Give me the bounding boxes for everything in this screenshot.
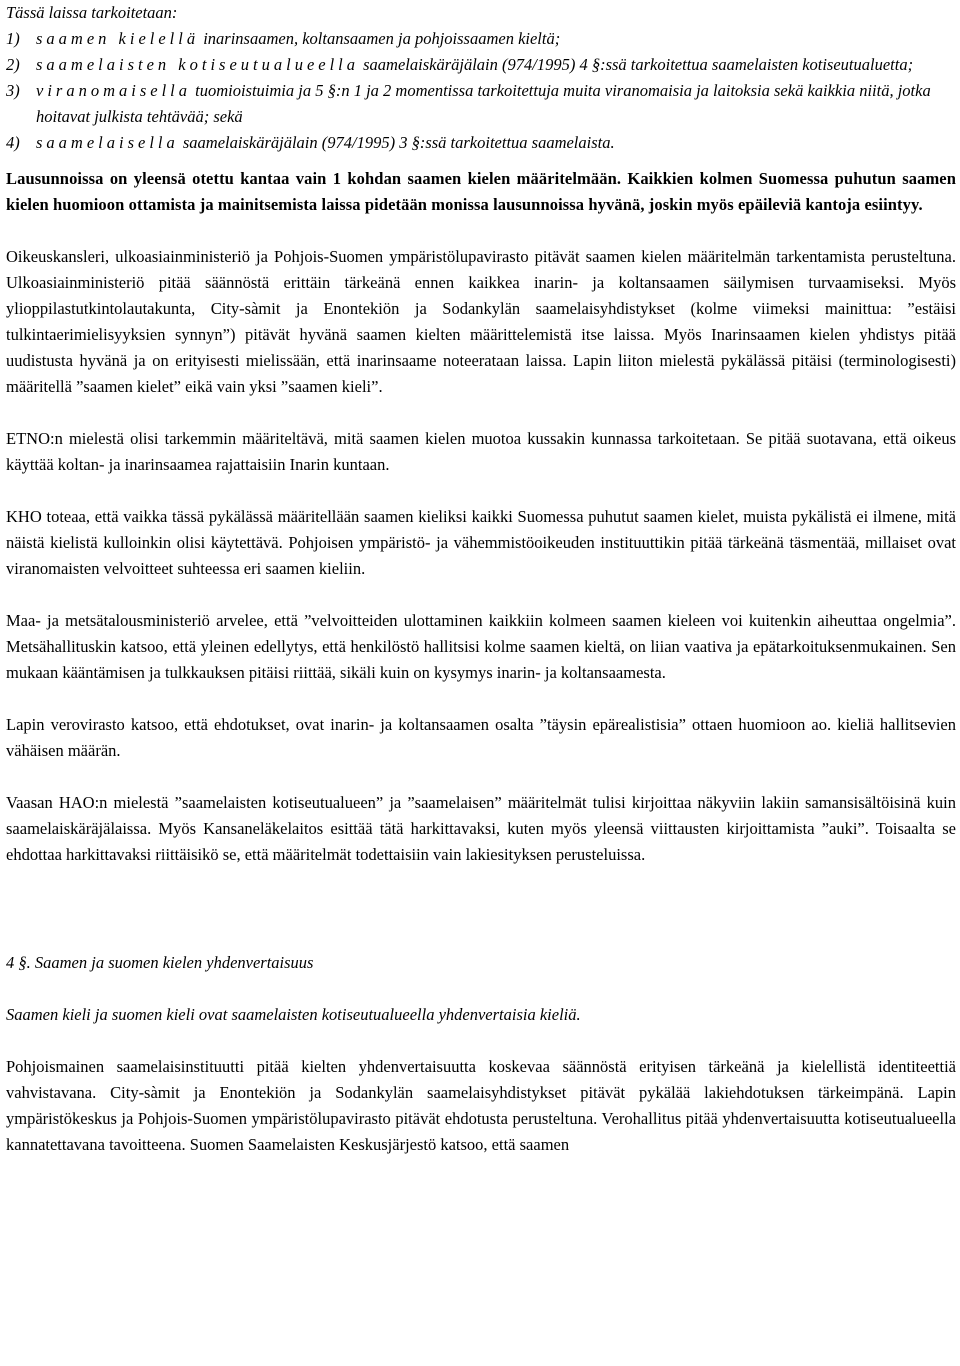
item-number: 2) <box>6 55 20 74</box>
definition-text: saamelaiskäräjälain (974/1995) 4 §:ssä tarkoitettua saamelaisten kotiseutualuetta; <box>359 55 914 74</box>
body-paragraph: Lapin verovirasto katsoo, että ehdotukset, ovat inarin- ja koltansaamen osalta ”täysin epärealistisia” ottaen huomioon ao. kieliä hallitsevien vähäisen määrän. <box>6 715 956 760</box>
definition-list <box>6 26 956 156</box>
body-paragraph: Vaasan HAO:n mielestä ”saamelaisten kotiseutualueen” ja ”saamelaisen” määritelmät tulisi kirjoittaa näkyviin lakiin samansisältöisinä kuin saamelaiskäräjälaissa. Myös Kansaneläkelaitos esittää tätä harkittavaksi, kuten myös yleensä viittausten kirjoittamista ”auki”. Toisaalta se ehdottaa harkittavaksi riittäisikö se, että määritelmät todettaisiin vain lakiesityksen perusteluissa. <box>6 793 956 864</box>
definition-item <box>6 52 956 78</box>
item-number: 1) <box>6 29 20 48</box>
definition-text: inarinsaamen, koltansaamen ja pohjoissaamen kieltä; <box>199 29 561 48</box>
document-page <box>6 0 956 1184</box>
item-number: 3) <box>6 81 20 100</box>
intro-lead: Tässä laissa tarkoitetaan: <box>6 3 178 22</box>
bold-summary-paragraph: Lausunnoissa on yleensä otettu kantaa vain 1 kohdan saamen kielen määritelmään. Kaikkien kolmen Suomessa puhutun saamen kielen huomioon ottamista ja mainitsemista laissa pidetään monissa lausunnoissa hyvänä, joskin myös epäileviä kantoja esiintyy. <box>6 169 956 214</box>
section-heading: 4 §. Saamen ja suomen kielen yhdenvertaisuus <box>6 953 314 972</box>
definition-text: tuomioistuimia ja 5 §:n 1 ja 2 momentissa tarkoitettuja muita viranomaisia ja laitoksia sekä kaikkia niitä, jotka hoitavat julkista tehtävää; sekä <box>36 81 931 126</box>
item-number: 4) <box>6 133 20 152</box>
defined-term: saamelaisten kotiseutualueella <box>36 55 360 74</box>
defined-term: viranomaisella <box>36 81 191 100</box>
body-paragraph: ETNO:n mielestä olisi tarkemmin määriteltävä, mitä saamen kielen muotoa kussakin kunnassa tarkoitetaan. Se pitää suotavana, että oikeus käyttää koltan- ja inarinsaamea rajattaisiin Inarin kuntaan. <box>6 429 956 474</box>
defined-term: saamelaisella <box>36 133 179 152</box>
section-statement: Saamen kieli ja suomen kieli ovat saamelaisten kotiseutualueella yhdenvertaisia kieliä. <box>6 1005 581 1024</box>
defined-term: saamen kielellä <box>36 29 200 48</box>
body-paragraph: Pohjoismainen saamelaisinstituutti pitää kielten yhdenvertaisuutta koskevaa säännöstä erityisen tärkeänä ja kielellistä identiteettiä vahvistavana. City-sàmit ja Enontekiön ja Sodankylän saamelaisyhdistykset pitävät pykälää lakiehdotuksen tärkeimpänä. Lapin ympäristökeskus ja Pohjois-Suomen ympäristölupavirasto pitävät ehdotusta perusteltuna. Verohallitus pitää yhdenvertaisuutta kotiseutualueella kannatettavana tavoitteena. Suomen Saamelaisten Keskusjärjestö katsoo, että saamen <box>6 1057 956 1154</box>
definition-text: saamelaiskäräjälain (974/1995) 3 §:ssä tarkoitettua saamelaista. <box>178 133 615 152</box>
definition-item <box>6 26 956 52</box>
definition-item <box>6 78 956 130</box>
body-paragraph: Maa- ja metsätalousministeriö arvelee, että ”velvoitteiden ulottaminen kaikkiin kolmeen saamen kieleen voi kuitenkin aiheuttaa ongelmia”. Metsähallituskin katsoo, että yleinen edellytys, että henkilöstö hallitsisi kolme saamen kieltä, on liian vaativa ja epätarkoituksenmukainen. Sen mukaan kääntämisen ja tulkkauksen pitäisi riittää, sikäli kuin on kysymys inarin- ja koltansaamesta. <box>6 611 956 682</box>
body-paragraph: Oikeuskansleri, ulkoasiainministeriö ja Pohjois-Suomen ympäristölupavirasto pitävät saamen kielen määritelmän tarkentamista perusteltuna. Ulkoasiainministeriö pitää säännöstä erittäin tärkeänä ennen kaikkea inarin- ja koltansaamen säilymisen turvaamiseksi. Myös ylioppilastutkintolautakunta, City-sàmit ja Enontekiön ja Sodankylän saamelaisyhdistykset (kolme viimeksi mainittua: ”estäisi tulkintaerimielisyyksien synnyn”) pitävät hyvänä saamen kielten määrittelemistä itse laissa. Myös Inarinsaamen kielen yhdistys pitää uudistusta hyvänä ja on erityisesti mielissään, että inarinsaame noteerataan laissa. Lapin liiton mielestä pykälässä pitäisi (terminologisesti) määritellä ”saamen kielet” eikä vain yksi ”saamen kieli”. <box>6 247 956 396</box>
body-paragraph: KHO toteaa, että vaikka tässä pykälässä määritellään saamen kieliksi kaikki Suomessa puhutut saamen kielet, muista pykälistä ei ilmene, mitä näistä kielistä kulloinkin olisi käytettävä. Pohjoisen ympäristö- ja vähemmistöoikeuden instituuttikin pitää tärkeänä täsmentää, millaiset ovat viranomaisten velvoitteet suhteessa eri saamen kieliin. <box>6 507 956 578</box>
definition-item <box>6 130 956 156</box>
